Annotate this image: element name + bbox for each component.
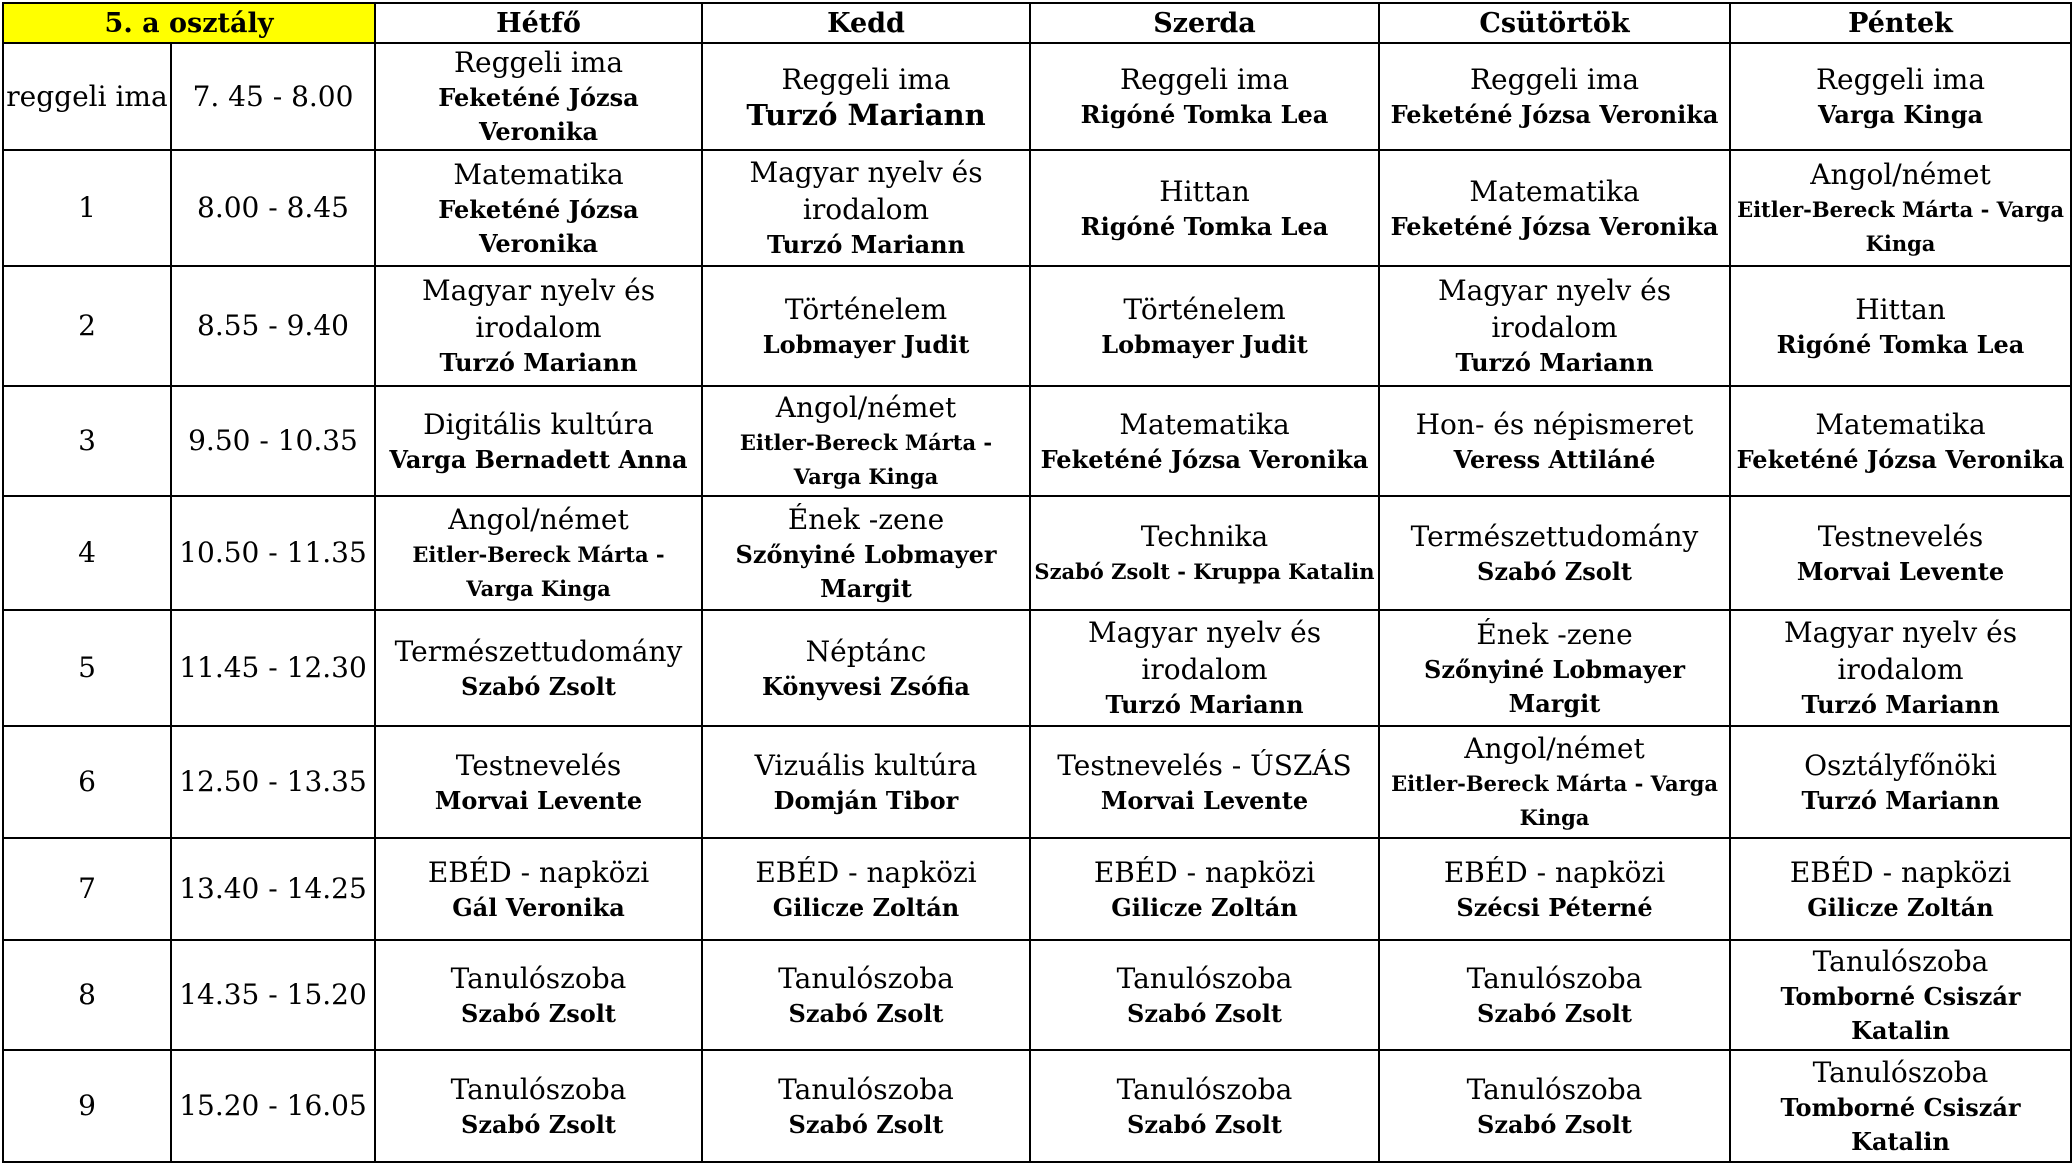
teacher-name: Lobmayer Judit bbox=[762, 329, 970, 359]
lesson-cell bbox=[375, 43, 702, 150]
lesson-cell bbox=[375, 610, 702, 726]
subject-name: Hittan bbox=[1159, 174, 1250, 208]
lesson-cell bbox=[702, 386, 1030, 496]
lesson-cell bbox=[1730, 1050, 2071, 1162]
subject-name: Tanulószoba bbox=[778, 961, 954, 995]
day-header-monday: Hétfő bbox=[375, 3, 702, 43]
lesson-cell bbox=[1030, 266, 1379, 386]
teacher-name: Szabó Zsolt bbox=[1477, 1109, 1632, 1139]
lesson-cell bbox=[375, 266, 702, 386]
subject-name: Magyar nyelv és irodalom bbox=[1087, 616, 1322, 686]
subject-name: Tanulószoba bbox=[1466, 961, 1643, 995]
lesson-cell bbox=[1030, 1050, 1379, 1162]
period-cell: 5 bbox=[3, 610, 171, 726]
subject-name: Reggeli ima bbox=[781, 63, 951, 96]
subject-name: Néptánc bbox=[805, 634, 927, 668]
lesson-cell bbox=[1730, 940, 2071, 1050]
subject-name: Vizuális kultúra bbox=[754, 748, 978, 782]
lesson-cell bbox=[1379, 266, 1730, 386]
lesson-cell bbox=[1030, 43, 1379, 150]
subject-name: Angol/német bbox=[1810, 157, 1991, 191]
lesson-cell bbox=[375, 940, 702, 1050]
subject-name: Reggeli ima bbox=[1119, 63, 1290, 96]
time-cell: 7. 45 - 8.00 bbox=[171, 43, 375, 150]
teacher-name: Szabó Zsolt bbox=[461, 671, 616, 701]
subject-name: Osztályfőnöki bbox=[1804, 748, 1997, 782]
subject-name: Tanulószoba bbox=[1812, 944, 1989, 978]
teacher-name: Szécsi Péterné bbox=[1456, 892, 1653, 922]
lesson-cell bbox=[375, 150, 702, 266]
class-label: 5. a osztály bbox=[3, 3, 375, 43]
teacher-name: Szabó Zsolt bbox=[1127, 1109, 1282, 1139]
table-row bbox=[3, 43, 2071, 150]
period-cell: 8 bbox=[3, 940, 171, 1050]
time-cell: 12.50 - 13.35 bbox=[171, 726, 375, 838]
lesson-cell bbox=[1730, 838, 2071, 940]
subject-name: EBÉD - napközi bbox=[1789, 855, 2012, 889]
subject-name: Testnevelés bbox=[1817, 519, 1984, 553]
subject-name: Digitális kultúra bbox=[423, 407, 654, 441]
lesson-cell bbox=[1730, 496, 2071, 610]
lesson-cell bbox=[702, 838, 1030, 940]
teacher-name: Szabó Zsolt bbox=[788, 998, 944, 1028]
table-row bbox=[3, 496, 2071, 610]
table-row bbox=[3, 610, 2071, 726]
teacher-name: Turzó Mariann bbox=[439, 348, 638, 377]
teacher-name: Szabó Zsolt bbox=[788, 1109, 944, 1139]
subject-name: Matematika bbox=[1469, 174, 1640, 208]
subject-name: Angol/német bbox=[775, 390, 957, 424]
teacher-name: Szabó Zsolt bbox=[1477, 556, 1632, 586]
teacher-name: Tomborné Csiszár Katalin bbox=[1780, 981, 2021, 1045]
period-cell: 9 bbox=[3, 1050, 171, 1162]
table-row bbox=[3, 726, 2071, 838]
time-cell: 8.00 - 8.45 bbox=[171, 150, 375, 266]
lesson-cell bbox=[702, 496, 1030, 610]
teacher-name: Gilicze Zoltán bbox=[1111, 892, 1298, 922]
subject-name: Tanulószoba bbox=[1812, 1055, 1989, 1089]
subject-name: Matematika bbox=[1815, 407, 1986, 441]
lesson-cell bbox=[1730, 266, 2071, 386]
teacher-name: Turzó Mariann bbox=[1105, 690, 1304, 719]
lesson-cell bbox=[1030, 838, 1379, 940]
day-header-thursday: Csütörtök bbox=[1379, 3, 1730, 43]
lesson-cell bbox=[702, 150, 1030, 266]
teacher-name: Szabó Zsolt bbox=[1477, 998, 1632, 1028]
teacher-name: Morvai Levente bbox=[434, 785, 643, 815]
table-row bbox=[3, 266, 2071, 386]
teacher-name: Tomborné Csiszár Katalin bbox=[1780, 1092, 2021, 1156]
teacher-name: Szabó Zsolt bbox=[461, 1109, 616, 1139]
teacher-name: Turzó Mariann bbox=[1455, 348, 1654, 377]
period-cell: 7 bbox=[3, 838, 171, 940]
teacher-name: Feketéné Józsa Veronika bbox=[1390, 100, 1719, 129]
teacher-name: Varga Kinga bbox=[1817, 100, 1984, 129]
lesson-cell bbox=[1379, 726, 1730, 838]
day-header-friday: Péntek bbox=[1730, 3, 2071, 43]
teacher-name: Feketéné Józsa Veronika bbox=[438, 83, 639, 146]
lesson-cell bbox=[702, 726, 1030, 838]
subject-name: Matematika bbox=[1119, 407, 1290, 441]
subject-name: Magyar nyelv és irodalom bbox=[421, 274, 656, 344]
lesson-cell bbox=[1030, 940, 1379, 1050]
subject-name: Hittan bbox=[1855, 292, 1946, 326]
lesson-cell bbox=[702, 43, 1030, 150]
lesson-cell bbox=[1030, 496, 1379, 610]
lesson-cell bbox=[1730, 610, 2071, 726]
teacher-name: Feketéné Józsa Veronika bbox=[1736, 444, 2065, 474]
period-cell: 2 bbox=[3, 266, 171, 386]
subject-name: Testnevelés bbox=[455, 748, 622, 782]
teacher-name: Feketéné Józsa Veronika bbox=[438, 194, 639, 258]
subject-name: Magyar nyelv és irodalom bbox=[1783, 616, 2018, 686]
subject-name: Angol/német bbox=[448, 502, 629, 536]
table-row bbox=[3, 838, 2071, 940]
subject-name: EBÉD - napközi bbox=[755, 855, 977, 889]
time-cell: 10.50 - 11.35 bbox=[171, 496, 375, 610]
lesson-cell bbox=[702, 940, 1030, 1050]
period-cell: 1 bbox=[3, 150, 171, 266]
timetable bbox=[2, 2, 2072, 1163]
lesson-cell bbox=[1030, 386, 1379, 496]
teacher-name: Rigóné Tomka Lea bbox=[1080, 100, 1329, 129]
lesson-cell bbox=[1379, 150, 1730, 266]
subject-name: Természettudomány bbox=[394, 634, 683, 668]
lesson-cell bbox=[1730, 386, 2071, 496]
table-row bbox=[3, 1050, 2071, 1162]
lesson-cell bbox=[702, 1050, 1030, 1162]
teacher-name: Eitler-Bereck Márta - Varga Kinga bbox=[739, 429, 993, 489]
teacher-name: Rigóné Tomka Lea bbox=[1080, 211, 1329, 241]
teacher-name: Szőnyiné Lobmayer Margit bbox=[735, 539, 997, 603]
lesson-cell bbox=[1379, 496, 1730, 610]
subject-name: Ének -zene bbox=[1476, 617, 1633, 651]
subject-name: Technika bbox=[1140, 519, 1269, 553]
subject-name: EBÉD - napközi bbox=[427, 855, 650, 889]
teacher-name: Szőnyiné Lobmayer Margit bbox=[1423, 654, 1686, 718]
teacher-name: Feketéné Józsa Veronika bbox=[1390, 211, 1719, 241]
time-cell: 14.35 - 15.20 bbox=[171, 940, 375, 1050]
teacher-name: Eitler-Bereck Márta - Varga Kinga bbox=[1391, 770, 1718, 830]
subject-name: Ének -zene bbox=[787, 502, 945, 536]
subject-name: Tanulószoba bbox=[1116, 1072, 1293, 1106]
teacher-name: Szabó Zsolt - Kruppa Katalin bbox=[1034, 558, 1375, 584]
teacher-name: Könyvesi Zsófia bbox=[762, 671, 970, 701]
lesson-cell bbox=[1030, 150, 1379, 266]
lesson-cell bbox=[1379, 386, 1730, 496]
teacher-name: Morvai Levente bbox=[1100, 785, 1309, 815]
subject-name: Tanulószoba bbox=[1116, 961, 1293, 995]
period-cell: reggeli ima bbox=[3, 43, 171, 150]
time-cell: 8.55 - 9.40 bbox=[171, 266, 375, 386]
teacher-name: Veress Attiláné bbox=[1453, 444, 1656, 474]
teacher-name: Gál Veronika bbox=[452, 892, 625, 922]
teacher-name: Gilicze Zoltán bbox=[1807, 892, 1994, 922]
subject-name: Angol/német bbox=[1464, 731, 1645, 765]
period-cell: 4 bbox=[3, 496, 171, 610]
period-cell: 6 bbox=[3, 726, 171, 838]
lesson-cell bbox=[375, 726, 702, 838]
teacher-name: Szabó Zsolt bbox=[461, 998, 616, 1028]
lesson-cell bbox=[1730, 43, 2071, 150]
lesson-cell bbox=[1030, 726, 1379, 838]
table-row bbox=[3, 940, 2071, 1050]
lesson-cell bbox=[702, 610, 1030, 726]
subject-name: Tanulószoba bbox=[450, 961, 627, 995]
time-cell: 11.45 - 12.30 bbox=[171, 610, 375, 726]
time-cell: 15.20 - 16.05 bbox=[171, 1050, 375, 1162]
teacher-name: Turzó Mariann bbox=[1801, 690, 2000, 719]
subject-name: Tanulószoba bbox=[1466, 1072, 1643, 1106]
lesson-cell bbox=[702, 266, 1030, 386]
subject-name: Tanulószoba bbox=[778, 1072, 954, 1106]
subject-name: Reggeli ima bbox=[453, 46, 624, 79]
subject-name: EBÉD - napközi bbox=[1443, 855, 1666, 889]
teacher-name: Turzó Mariann bbox=[746, 98, 986, 132]
period-cell: 3 bbox=[3, 386, 171, 496]
day-header-tuesday: Kedd bbox=[702, 3, 1030, 43]
subject-name: Tanulószoba bbox=[450, 1072, 627, 1106]
subject-name: Természettudomány bbox=[1410, 519, 1699, 553]
teacher-name: Morvai Levente bbox=[1796, 556, 2005, 586]
teacher-name: Lobmayer Judit bbox=[1101, 329, 1308, 359]
lesson-cell bbox=[1730, 150, 2071, 266]
lesson-cell bbox=[1379, 43, 1730, 150]
subject-name: Történelem bbox=[1123, 292, 1286, 326]
lesson-cell bbox=[375, 496, 702, 610]
subject-name: Magyar nyelv és irodalom bbox=[749, 156, 983, 226]
lesson-cell bbox=[375, 1050, 702, 1162]
teacher-name: Domján Tibor bbox=[773, 785, 959, 815]
teacher-name: Szabó Zsolt bbox=[1127, 998, 1282, 1028]
subject-name: Reggeli ima bbox=[1469, 63, 1640, 96]
teacher-name: Varga Bernadett Anna bbox=[389, 444, 688, 474]
lesson-cell bbox=[1379, 838, 1730, 940]
time-cell: 9.50 - 10.35 bbox=[171, 386, 375, 496]
subject-name: Matematika bbox=[453, 157, 624, 191]
teacher-name: Turzó Mariann bbox=[1801, 785, 2000, 815]
day-header-wednesday: Szerda bbox=[1030, 3, 1379, 43]
subject-name: Hon- és népismeret bbox=[1415, 407, 1694, 441]
table-row bbox=[3, 386, 2071, 496]
lesson-cell bbox=[1030, 610, 1379, 726]
lesson-cell bbox=[375, 386, 702, 496]
time-cell: 13.40 - 14.25 bbox=[171, 838, 375, 940]
subject-name: Magyar nyelv és irodalom bbox=[1437, 274, 1672, 344]
lesson-cell bbox=[1379, 1050, 1730, 1162]
lesson-cell bbox=[1730, 726, 2071, 838]
table-row bbox=[3, 150, 2071, 266]
lesson-cell bbox=[1379, 610, 1730, 726]
lesson-cell bbox=[375, 838, 702, 940]
teacher-name: Eitler-Bereck Márta - Varga Kinga bbox=[1737, 196, 2064, 256]
teacher-name: Eitler-Bereck Márta - Varga Kinga bbox=[412, 541, 665, 601]
subject-name: Történelem bbox=[784, 292, 948, 326]
subject-name: Reggeli ima bbox=[1815, 63, 1986, 96]
header-row bbox=[3, 3, 2071, 43]
subject-name: EBÉD - napközi bbox=[1093, 855, 1316, 889]
lesson-cell bbox=[1379, 940, 1730, 1050]
teacher-name: Rigóné Tomka Lea bbox=[1776, 329, 2025, 359]
teacher-name: Feketéné Józsa Veronika bbox=[1040, 444, 1369, 474]
subject-name: Testnevelés - ÚSZÁS bbox=[1057, 748, 1352, 782]
teacher-name: Gilicze Zoltán bbox=[772, 892, 960, 922]
teacher-name: Turzó Mariann bbox=[766, 230, 966, 259]
